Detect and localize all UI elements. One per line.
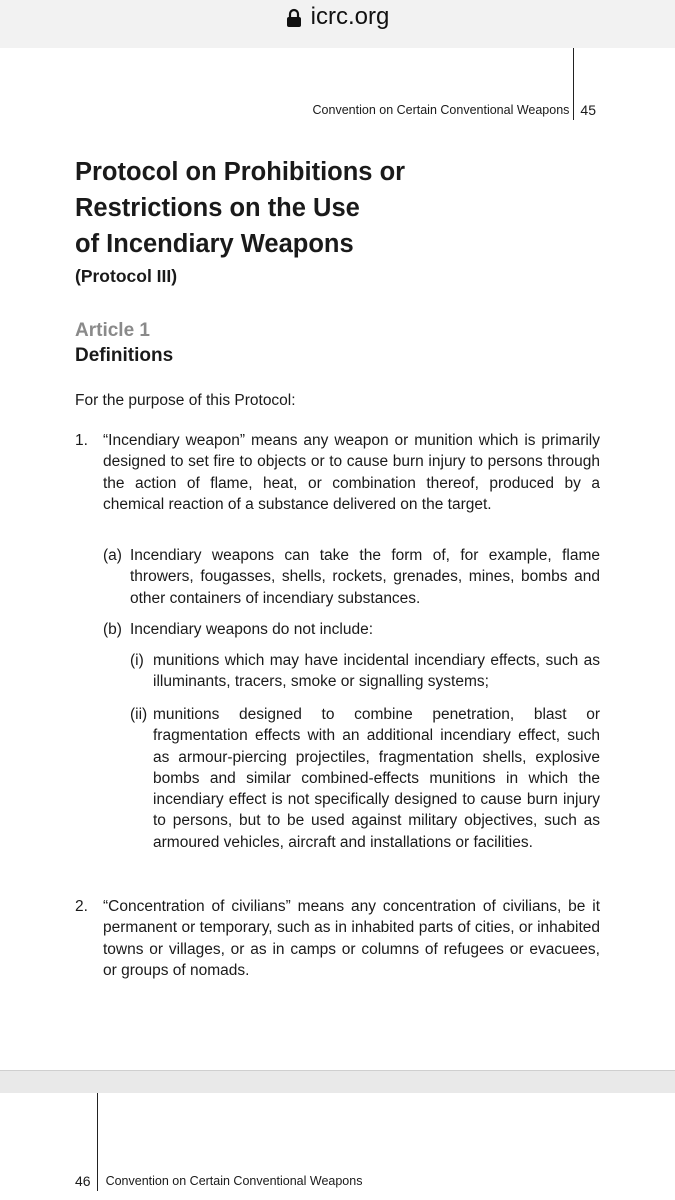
sub-item-b [103,619,600,640]
item-marker: 1. [75,432,88,449]
running-head-text: Convention on Certain Conventional Weapons [105,1174,363,1188]
definition-item-1 [75,430,600,515]
item-text: “Concentration of civilians” means any concentration of civilians, be it permanent or temporary, such as in inhabited parts of cities, or inhabited towns or villages, or as in camps or columns of refugees or evacuees, or groups of nomads. [103,898,600,979]
definition-item-2 [75,896,600,981]
article-title: Definitions [75,345,174,366]
title-line: of Incendiary Weapons [75,230,354,258]
running-head [75,1173,362,1189]
item-marker: (b) [103,621,122,638]
item-marker: (ii) [130,706,148,723]
page-number: 45 [580,102,596,118]
item-text: “Incendiary weapon” means any weapon or munition which is primarily designed to set fire to objects or to cause burn injury to persons through the action of flame, heat, or combination thereof, produced by a chemical reaction of a substance delivered on the target. [103,432,600,513]
url-text: icrc.org [310,3,390,30]
sub-item-i [130,650,600,693]
item-text: Incendiary weapons do not include: [130,621,373,638]
page-separator [0,1070,675,1094]
lock-icon [286,8,302,28]
item-text: munitions designed to combine penetration, blast or fragmentation effects with an additional incendiary effect, such as armour-piercing projectiles, fragmentation shells, explosive bombs and similar combined-effects munitions in which the incendiary effect is not specifically designed to cause burn injury to persons, but to be used against military objectives, such as armoured vehicles, aircraft and installations or facilities. [153,706,600,851]
item-marker: 2. [75,898,88,915]
item-text: munitions which may have incidental incendiary effects, such as illuminants, tracers, smoke or signalling systems; [153,652,600,691]
sub-item-ii [130,704,600,853]
browser-url-bar[interactable] [0,0,675,49]
address-display[interactable] [0,0,675,34]
title-line: Protocol on Prohibitions or [75,158,406,186]
item-marker: (a) [103,547,122,564]
item-text: Incendiary weapons can take the form of, for example, flame throwers, fougasses, shells, rockets, grenades, mines, bombs and other containers of incendiary substances. [130,547,600,607]
protocol-subtitle: (Protocol III) [75,266,178,286]
page-number: 46 [75,1173,91,1189]
running-head [313,102,596,118]
article-number: Article 1 [75,320,150,341]
item-marker: (i) [130,652,144,669]
intro-paragraph: For the purpose of this Protocol: [75,392,296,409]
running-head-text: Convention on Certain Conventional Weapons [312,103,570,117]
document-page-45 [0,48,675,1070]
document-page-46 [0,1093,675,1200]
protocol-title [75,154,635,262]
sub-item-a [103,545,600,609]
title-line: Restrictions on the Use [75,194,360,222]
